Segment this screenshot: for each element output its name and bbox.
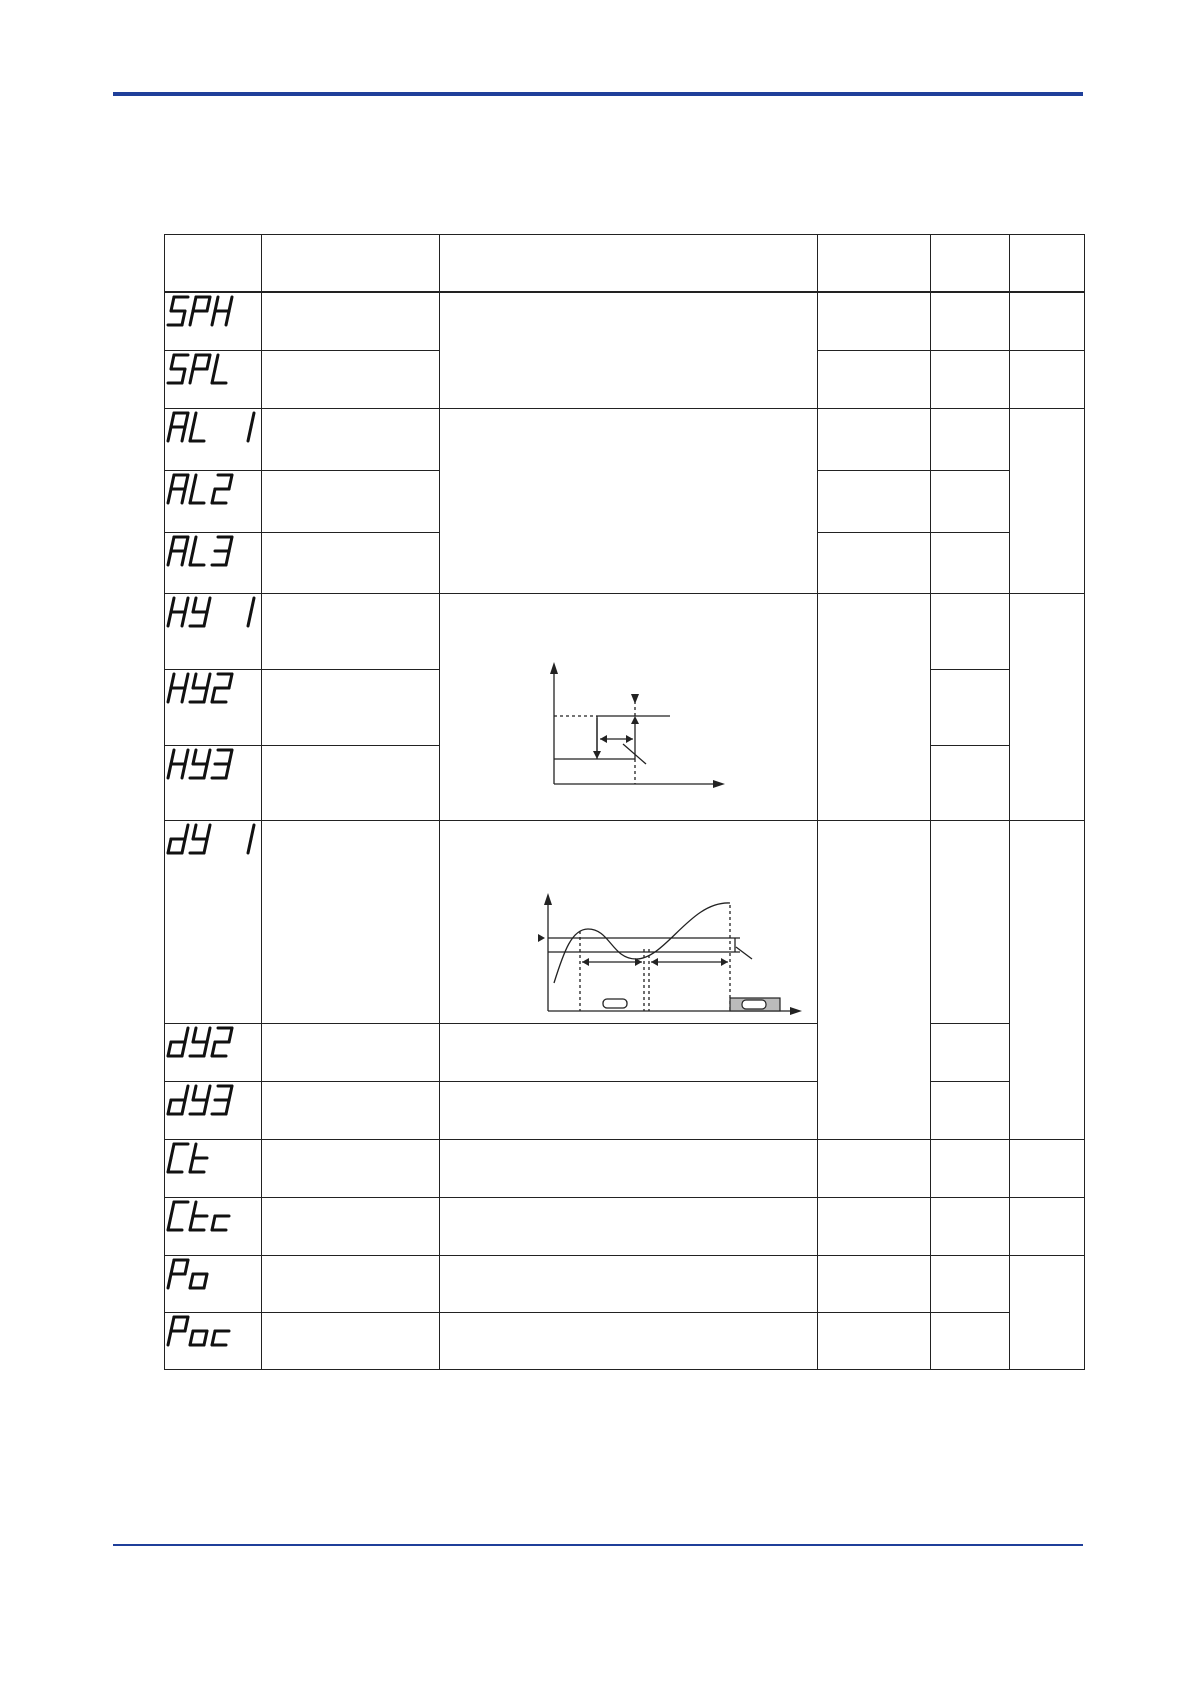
symbol-dy3 [165,1082,239,1118]
segment [168,1331,171,1345]
range-cell [818,1139,931,1197]
description-cell [440,1197,818,1255]
y-axis-arrow-icon [550,662,558,674]
user-cell [1010,1255,1085,1369]
segment [193,825,196,839]
name-cell [262,1255,440,1312]
segment [171,1260,174,1274]
segment [193,1086,196,1100]
description-cell [440,1081,818,1139]
segment [171,355,174,369]
range-cell [818,820,931,1139]
up-arrow-icon [631,716,639,724]
segment [229,1086,232,1100]
table-row [165,1255,1085,1312]
segment [212,311,215,325]
user-cell [1010,292,1085,350]
initial-cell [931,1081,1010,1139]
initial-cell [931,745,1010,820]
segment [168,1100,171,1114]
segment [190,311,193,325]
range-cell [818,408,931,470]
initial-cell [931,1312,1010,1369]
segment [215,297,218,311]
segment [168,612,171,626]
initial-cell [931,350,1010,408]
range-cell [818,1312,931,1369]
description-cell [440,1023,818,1081]
symbol-cell [165,593,262,669]
segment [204,612,207,626]
segment [182,1100,185,1114]
symbol-cell [165,669,262,745]
segment [185,750,188,764]
symbol-cell [165,1255,262,1312]
segment [171,297,174,311]
symbol-poc [165,1313,239,1349]
segment [226,311,229,325]
segment [171,413,174,427]
segment [190,427,193,441]
hysteresis-diagram [440,594,816,820]
symbol-cell [165,1312,262,1369]
segment [193,413,196,427]
segment [193,355,196,369]
segment [182,369,185,383]
segment [207,1028,210,1042]
header-user [1010,235,1085,293]
symbol-cell [165,1081,262,1139]
symbol-ct [165,1140,217,1176]
segment [171,1317,174,1331]
segment [190,551,193,565]
symbol-cell [165,470,262,532]
segment [226,551,229,565]
segment [185,598,188,612]
segment [193,598,196,612]
header-description [440,235,818,293]
segment [168,489,171,503]
leader-line [736,947,752,959]
header-symbol [165,235,262,293]
description-cell [440,593,818,820]
x-axis-arrow-icon [790,1007,802,1015]
segment [190,369,193,383]
segment [204,688,207,702]
table-row [165,1023,1085,1081]
segment [190,489,193,503]
segment [190,1274,193,1288]
relay-on-indicator [742,1000,766,1009]
segment [204,1274,207,1288]
segment [185,1260,188,1274]
segment [182,1042,185,1056]
segment [185,825,188,839]
footer-rule [113,1544,1083,1546]
segment [193,537,196,551]
symbol-cell [165,1139,262,1197]
name-cell [262,1023,440,1081]
symbol-ctc [165,1198,239,1234]
segment [168,1042,171,1056]
segment [182,489,185,503]
segment [207,355,210,369]
table-row [165,820,1085,1023]
table-row [165,1139,1085,1197]
segment [226,764,229,778]
name-cell [262,745,440,820]
setpoint-marker-icon [631,694,639,704]
segment [212,369,215,383]
name-cell [262,1197,440,1255]
segment [212,1331,215,1345]
segment [204,1331,207,1345]
table-row [165,593,1085,669]
initial-cell [931,470,1010,532]
segment [204,1100,207,1114]
segment [207,674,210,688]
segment [226,1100,229,1114]
segment [212,1216,215,1230]
symbol-cell [165,1023,262,1081]
symbol-al1 [165,409,261,445]
table-row [165,292,1085,350]
segment [229,297,232,311]
segment [251,413,254,427]
symbol-sph [165,293,239,329]
initial-cell [931,1023,1010,1081]
left-arrow-icon [582,958,589,966]
segment [185,1086,188,1100]
segment [168,839,171,853]
segment [204,839,207,853]
left-arrow-icon [651,958,658,966]
user-cell [1010,350,1085,408]
segment [212,489,215,503]
segment [229,750,232,764]
segment [168,764,171,778]
segment [215,355,218,369]
table-row [165,1081,1085,1139]
table-row [165,1312,1085,1369]
symbol-spl [165,351,239,387]
table-header-row [165,235,1085,293]
header-name [262,235,440,293]
description-cell [440,1255,818,1312]
segment [190,1331,193,1345]
segment [248,612,251,626]
symbol-cell [165,1197,262,1255]
segment [171,750,174,764]
x-axis-arrow-icon [713,780,725,788]
description-cell [440,1312,818,1369]
segment [229,674,232,688]
initial-cell [931,1255,1010,1312]
description-cell [440,820,818,1023]
relay-off-indicator [603,999,627,1008]
segment [212,688,215,702]
segment [204,1042,207,1056]
y-axis-arrow-icon [544,893,552,905]
symbol-dy2 [165,1024,239,1060]
symbol-cell [165,350,262,408]
user-cell [1010,408,1085,593]
segment [229,475,232,489]
range-cell [818,470,931,532]
segment [229,537,232,551]
segment [251,598,254,612]
initial-cell [931,1139,1010,1197]
description-cell [440,408,818,593]
segment [185,674,188,688]
name-cell [262,1139,440,1197]
name-cell [262,1312,440,1369]
segment [182,551,185,565]
segment [207,825,210,839]
initial-cell [931,292,1010,350]
segment [182,839,185,853]
segment [185,1317,188,1331]
segment [185,1028,188,1042]
segment [171,674,174,688]
setpoint-marker-icon [538,934,545,942]
symbol-hy2 [165,670,239,706]
header-initial [931,235,1010,293]
segment [171,1144,174,1158]
symbol-po [165,1256,217,1292]
segment [168,1274,171,1288]
segment [193,1144,196,1158]
segment [168,1216,171,1230]
segment [251,825,254,839]
segment [182,311,185,325]
range-cell [818,1197,931,1255]
segment [171,537,174,551]
range-cell [818,350,931,408]
user-cell [1010,593,1085,820]
segment [185,413,188,427]
segment [207,750,210,764]
range-cell [818,532,931,593]
range-cell [818,1255,931,1312]
right-arrow-icon [626,735,633,743]
segment [190,1158,193,1172]
segment [171,475,174,489]
symbol-hy3 [165,746,239,782]
segment [182,764,185,778]
initial-cell [931,532,1010,593]
initial-cell [931,669,1010,745]
down-arrow-icon [593,751,601,759]
user-cell [1010,1197,1085,1255]
table-row [165,408,1085,470]
process-curve [554,902,730,982]
segment [168,1158,171,1172]
delay-timer-diagram [440,821,816,1022]
name-cell [262,593,440,669]
segment [229,1028,232,1042]
name-cell [262,820,440,1023]
segment [207,297,210,311]
name-cell [262,532,440,593]
segment [207,598,210,612]
symbol-hy1 [165,594,261,630]
name-cell [262,1081,440,1139]
segment [248,839,251,853]
initial-cell [931,820,1010,1023]
segment [193,750,196,764]
segment [168,551,171,565]
segment [182,612,185,626]
symbol-dy1 [165,821,261,857]
symbol-cell [165,408,262,470]
header-range [818,235,931,293]
symbol-cell [165,820,262,1023]
name-cell [262,292,440,350]
description-cell [440,1139,818,1197]
symbol-cell [165,292,262,350]
segment [193,1028,196,1042]
symbol-cell [165,532,262,593]
symbol-al3 [165,533,239,569]
segment [207,1086,210,1100]
segment [168,427,171,441]
header-rule [113,92,1083,96]
name-cell [262,669,440,745]
name-cell [262,470,440,532]
table-row [165,1197,1085,1255]
range-cell [818,292,931,350]
segment [248,427,251,441]
segment [182,688,185,702]
left-arrow-icon [600,735,607,743]
name-cell [262,408,440,470]
initial-cell [931,593,1010,669]
user-cell [1010,1139,1085,1197]
initial-cell [931,1197,1010,1255]
description-cell [440,292,818,408]
user-cell [1010,820,1085,1139]
initial-cell [931,408,1010,470]
segment [168,688,171,702]
parameter-table [164,234,1085,1370]
segment [190,1216,193,1230]
symbol-cell [165,745,262,820]
segment [193,1202,196,1216]
segment [171,1202,174,1216]
segment [182,427,185,441]
right-arrow-icon [721,958,728,966]
segment [171,598,174,612]
segment [212,1042,215,1056]
segment [193,297,196,311]
segment [185,475,188,489]
segment [185,537,188,551]
symbol-al2 [165,471,239,507]
name-cell [262,350,440,408]
segment [193,475,196,489]
range-cell [818,593,931,820]
segment [204,764,207,778]
segment [193,674,196,688]
